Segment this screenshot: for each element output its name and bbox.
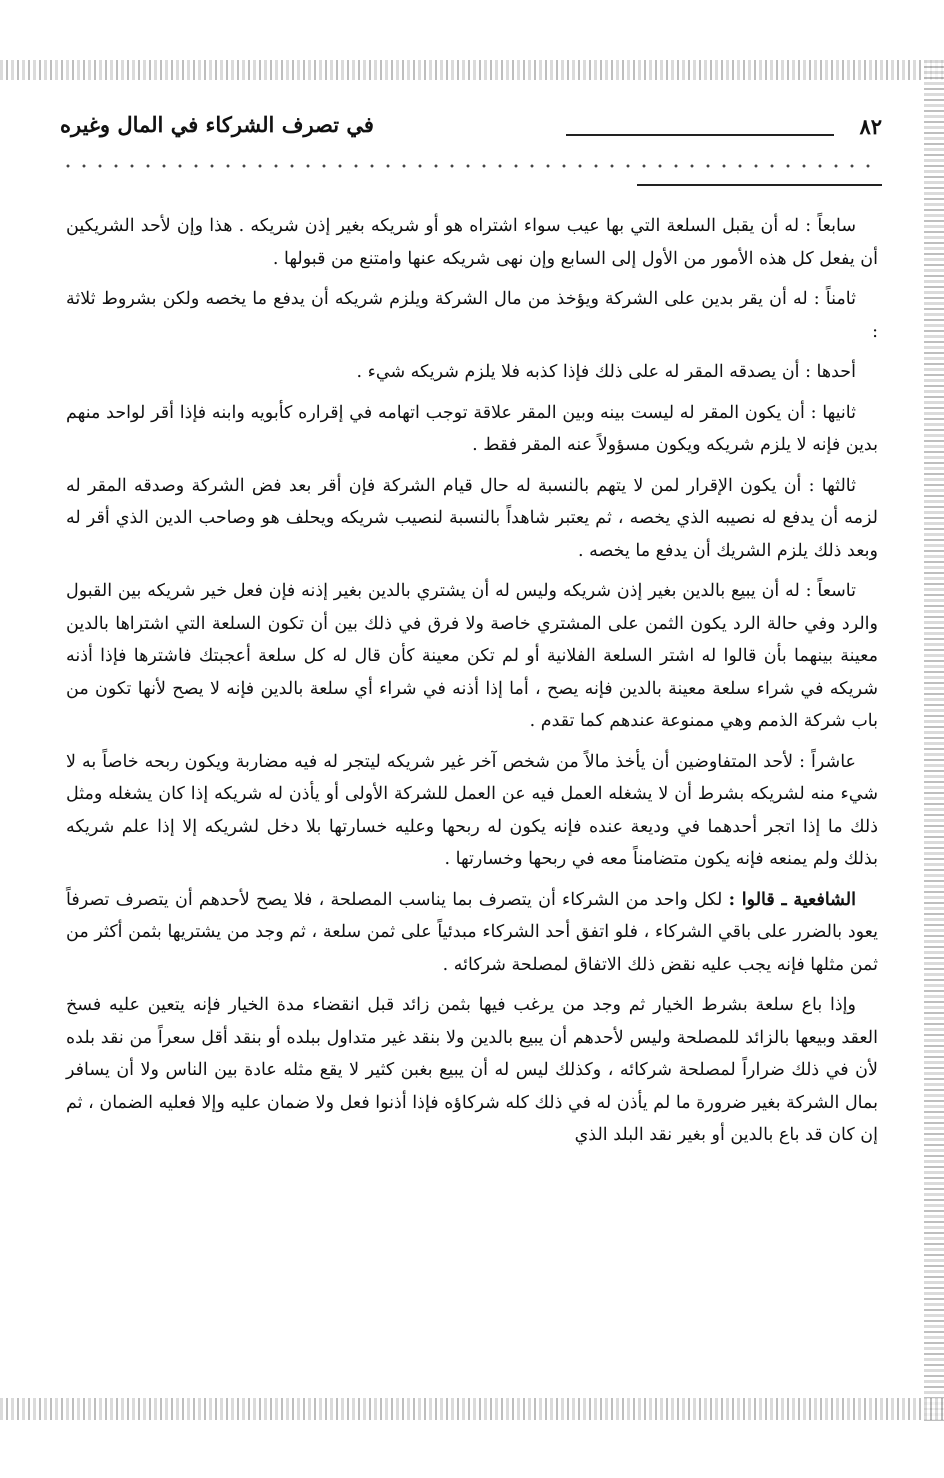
running-title: في تصرف الشركاء في المال وغيره xyxy=(60,112,374,137)
paragraph-tenth: عاشراً : لأحد المتفاوضين أن يأخذ مالاً من شخص آخر غير شريكه ليتجر له فيه مضاربة ويكون ربحه خاصاً به لا شيء منه لشريكه بشرط أن لا يشغله العمل فيه عن العمل للشركة الأولى أو يأذن له شريكه إذا كان يشغله ومثل ذلك ما إذا اتجر أحدهما في وديعة عنده فإنه يكون له ربحها وعليه خسارتها بلا دخل لشريكه إلا إذا علم شريكه بذلك ولم يمنعه فإنه يكون متضامناً معه في ربحها وخسارتها . xyxy=(66,751,878,869)
page-body xyxy=(66,210,878,1160)
header-rule xyxy=(566,134,834,136)
paragraph-condition-three: ثالثها : أن يكون الإقرار لمن لا يتهم بالنسبة له حال قيام الشركة فإن أقر بعد فض الشركة وصدقه المقر له لزمه أن يدفع له نصيبه الذي يخصه ، ثم يعتبر شاهداً بالنسبة لنصيب شريكه ويحلف هو وصاحب الدين الذي أقر له وبعد ذلك يلزم الشريك أن يدفع ما يخصه . xyxy=(66,475,878,561)
section-rule xyxy=(637,184,882,186)
decorative-border-top xyxy=(0,60,944,80)
shafii-lead: الشافعية ـ قالوا : xyxy=(728,889,856,910)
paragraph-eighth: ثامناً : له أن يقر بدين على الشركة ويؤخذ من مال الشركة ويلزم شريكه أن يدفع ما يخصه ولكن بشروط ثلاثة : xyxy=(66,289,878,342)
shafii-text: لكل واحد من الشركاء أن يتصرف بما يناسب المصلحة ، فلا يصح لأحدهم أن يتصرف تصرفاً يعود بالضرر على باقي الشركاء ، فلو اتفق أحد الشركاء مبدئياً على ثمن سلعة ، ثم وجد من يشتريها بثمن أكثر من ثمن مثلها فإنه يجب عليه نقض ذلك الاتفاق لمصلحة شركائه . xyxy=(66,889,878,975)
paragraph-ninth: تاسعاً : له أن يبيع بالدين بغير إذن شريكه وليس له أن يشتري بالدين بغير إذنه فإن فعل خير شريكه بين القبول والرد وفي حالة الرد يكون الثمن على المشتري خاصة ولا فرق في ذلك بين أن تكون السلعة التي اشتراها بالدين معينة بينهما بأن قالوا له اشتر السلعة الفلانية أو لم تكن معينة كأن قال له كل سلعة أعجبتك فاشترها فإذا أذنه شريكه في شراء سلعة معينة بالدين فإنه يصح ، أما إذا أذنه في شراء أي سلعة بالدين فإنه لا يصح لأنها تكون من باب شركة الذمم وهي ممنوعة عندهم كما تقدم . xyxy=(66,581,878,731)
paragraph-condition-one: أحدها : أن يصدقه المقر له على ذلك فإذا كذبه فلا يلزم شريكه شيء . xyxy=(356,362,856,382)
paragraph-seventh: سابعاً : له أن يقبل السلعة التي بها عيب سواء اشتراه هو أو شريكه بغير إذن شريكه . هذا وإن لأحد الشريكين أن يفعل كل هذه الأمور من الأول إلى السابع وإن نهى شريكه عنها وامتنع من قبولها . xyxy=(66,216,878,269)
decorative-border-right xyxy=(924,60,944,1422)
paragraph-option-sale: وإذا باع سلعة بشرط الخيار ثم وجد من يرغب فيها بثمن زائد قبل انقضاء مدة الخيار فإنه يتعين عليه فسخ العقد وبيعها بالزائد للمصلحة وليس لأحدهم أن يبيع بالدين ولا بنقد غير متداول ببلده أو بنقد أقل سعراً من نقد بلده لأن في ذلك ضراراً لمصلحة شركائه ، وكذلك ليس له أن يبيع بغبن كثير لا يقع مثله عادة بين الناس ولا أن يسافر بمال الشركة بغير ضرورة ما لم يأذن له في ذلك كله شركاؤه فإذا أذنوا فعل ولا ضمان عليه وإلا فعليه الضمان ، ثم إن كان قد باع بالدين أو بغير نقد البلد الذي xyxy=(66,995,878,1145)
decorative-border-bottom xyxy=(0,1398,944,1420)
page-header xyxy=(60,110,882,146)
paragraph-shafii xyxy=(66,884,878,982)
dotted-divider xyxy=(60,164,882,168)
page-number: ٨٢ xyxy=(859,114,882,139)
paragraph-condition-two: ثانيها : أن يكون المقر له ليست بينه وبين المقر علاقة توجب اتهامه في إقراره كأبويه وابنه فإذا أقر لواحد منهم بدين فإنه لا يلزم شريكه ويكون مسؤولاً عنه المقر فقط . xyxy=(66,402,878,455)
